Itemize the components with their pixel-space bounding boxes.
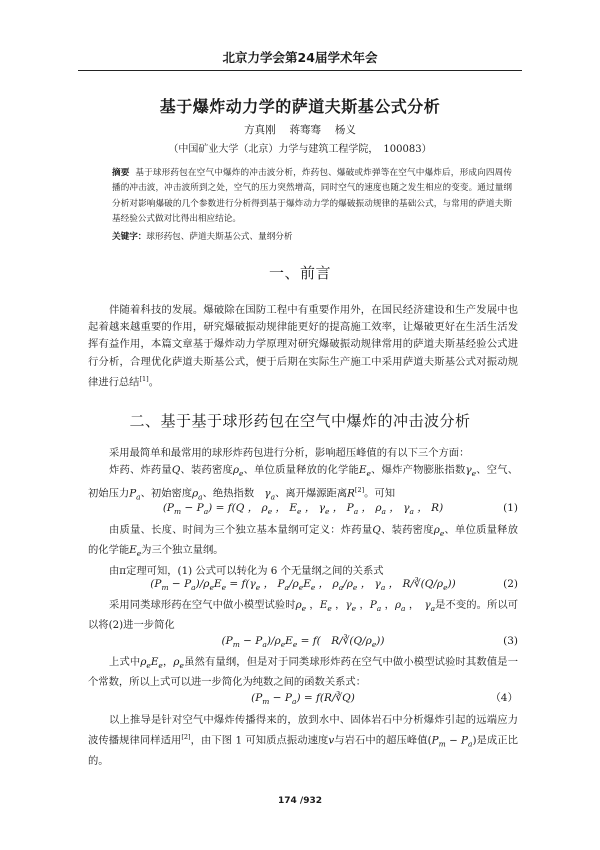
equation-3-number: (3) [503, 635, 518, 647]
keywords-label: 关键字： [112, 232, 147, 242]
equation-4-formula: $(P_m - P_a)$ = f(R/∛Q) [251, 692, 355, 707]
equation-2-formula: $(P_m - P_a)/\rho_eE_e = f(\gamma_e$ ， $P_a/\rho_eE_e$ ， $\rho_a/\rho_e$ ， $\gamma_a$ ， $R/∛(Q/\rho_e)$) [150, 578, 456, 593]
section-2-constant: 上式中$\rho_eE_e$，$\rho_e$虽然有量纲，但是对于同类球形炸药在空气中做小模型试验时其数值是一个常数，所以上式可以进一步简化为纯数之间的函数关系式： [88, 656, 519, 689]
section-1-citation: [1] [139, 374, 149, 383]
section-1-heading: 一、前言 [268, 264, 331, 282]
section-1-body: 伴随着科技的发展。爆破除在国防工程中有重要作用外，在国民经济建设和生产发展中也起着越来越重要的作用，研究爆破振动规律能更好的提高施工效率，让爆破更好在生活生活发挥有益作用，本篇文章基于爆炸动力学原理对研究爆破振动规律常用的萨道夫斯基经验公式进行分析，合理优化萨道夫斯基公式，便于后期在实际生产施工中采用萨道夫斯基公式对振动规律进行总结[1]。 [88, 304, 518, 389]
equation-2-number: (2) [503, 578, 518, 590]
equation-1 [88, 499, 518, 517]
running-header: 北京力学会第24届学术年会 [78, 48, 522, 71]
keywords [112, 230, 512, 242]
abstract-label: 摘要 [112, 168, 130, 178]
equation-1-number: (1) [503, 502, 518, 514]
section-2-p1: 采用最简单和最常用的球形炸药包进行分析，影响超压峰值的有以下三个方面： [109, 447, 470, 459]
equation-3 [88, 632, 518, 650]
section-2-simplify: 采用同类球形药在空气中做小模型试验时$\rho_e$ ，$E_e$ ，$\gamma_e$ ，$P_a$ ，$\rho_a$ ， $\gamma_a$是不变的。所以可以将(2)进一步简化 [88, 599, 519, 632]
abstract-text: 基于球形药包在空气中爆炸的冲击波分析，炸药包、爆破或炸弹等在空气中爆炸后，形成向四周传播的冲击波，冲击波所到之处，空气的压力突然增高，同时空气的速度也随之发生相应的变变。通过量纲分析对影响爆破的几个参数进行分析得到基于爆炸动力学的爆破振动规律的基础公式，与常用的萨道夫斯基经验公式做对比得出相应结论。 [112, 168, 512, 224]
equation-4 [88, 689, 518, 707]
equation-3-formula: $(P_m - P_a)/\rho_eE_e = f$( $R/∛(Q/\rho_e)$) [221, 635, 385, 650]
section-2-variables: 炸药、炸药量Q、装药密度$\rho_e$、单位质量释放的化学能$E_e$、爆炸产物膨胀指数$\gamma_e$、空气、初始压力$P_a$、初始密度$\rho_a$、绝热指数 $\gamma_a$、离开爆源距离R[2]。可知 [88, 464, 519, 502]
page-number: 174 /932 [278, 796, 322, 806]
author-list: 方真刚 蒋骞骞 杨义 [244, 124, 356, 136]
section-2-citation: [2] [181, 733, 191, 742]
section-2-heading: 二、基于基于球形药包在空气中爆炸的冲击波分析 [129, 412, 471, 430]
section-1-text: 伴随着科技的发展。爆破除在国防工程中有重要作用外，在国民经济建设和生产发展中也起着越来越重要的作用，研究爆破振动规律能更好的提高施工效率，让爆破更好在生活生活发挥有益作用，本篇文章基于爆炸动力学原理对研究爆破振动规律常用的萨道夫斯基经验公式进行分析，合理优化萨道夫斯基公式，便于后期在实际生产施工中采用萨道夫斯基公式对振动规律进行总结 [88, 304, 518, 389]
keywords-text: 球形药包、萨道夫斯基公式、量纲分析 [146, 232, 293, 242]
section-2-conclusion: 以上推导是针对空气中爆炸传播得来的，放到水中、固体岩石中分析爆炸引起的远端应力波传播规律同样适用[2]，由下图 1 可知质点振动速度v与岩石中的超压峰值$(P_m - P_a)$是成正比的。 [88, 714, 518, 767]
paper-title: 基于爆炸动力学的萨道夫斯基公式分析 [159, 97, 441, 116]
section-2-intro [88, 445, 518, 506]
affiliation: （中国矿业大学（北京）力学与建筑工程学院， 100083） [168, 144, 432, 155]
equation-4-number: （4） [490, 692, 518, 704]
section-2-dimensions: 由质量、长度、时间为三个独立基本量纲可定义：炸药量Q、装药密度$\rho_e$、单位质量释放的化学能$E_e$为三个独立量纲。 由π定理可知，(1) 公式可以转化为 6 个无量纲之间的关系式 [88, 524, 519, 577]
equation-1-formula: $(P_m - P_a) = f(Q$ ， $\rho_e$ ， $E_e$ ， $\gamma_e$ ， $P_a$ ， $\rho_a$ ， $\gamma_a$ ， R) [162, 502, 444, 517]
equation-2 [88, 575, 518, 593]
abstract [112, 166, 512, 227]
